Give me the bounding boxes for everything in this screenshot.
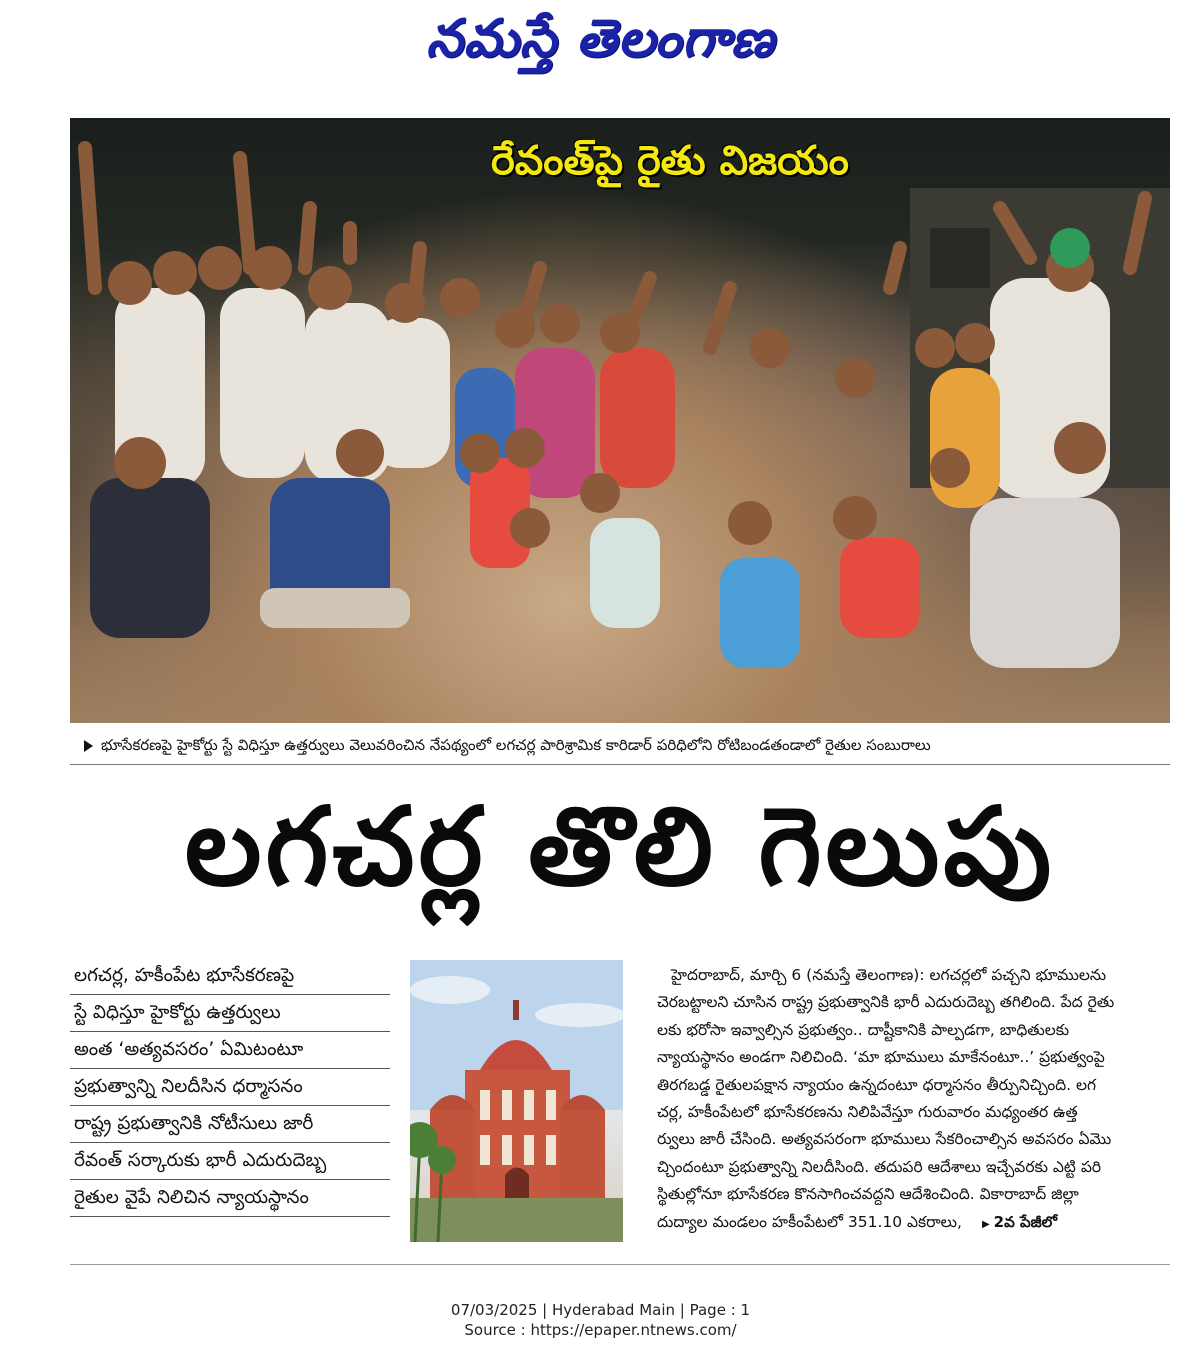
subhead-item: లగచర్ల, హకీంపేట భూసేకరణపై — [70, 958, 390, 995]
caption-divider — [70, 764, 1170, 765]
headline-text: లగచర్ల తొలి గెలుపు — [184, 785, 1056, 910]
front-page-photo — [70, 118, 1170, 723]
article-line: తిరగబడ్డ రైతులపక్షాన న్యాయం ఉన్నదంటూ ధర్మాసనం తీర్పునిచ్చింది. లగ — [657, 1075, 1097, 1094]
masthead — [0, 8, 1201, 78]
high-court-photo — [410, 960, 623, 1242]
article-line: స్థితుల్లోనూ భూసేకరణ కొనసాగించవద్దని ఆదేశించింది. వికారాబాద్ జిల్లా — [657, 1185, 1079, 1204]
article-line: చర్ల, హకీంపేటలో భూసేకరణను నిలిపివేస్తూ గురువారం మధ్యంతర ఉత్త — [657, 1103, 1078, 1122]
subhead-item: స్టే విధిస్తూ హైకోర్టు ఉత్తర్వులు — [70, 995, 390, 1032]
article-line: చ్చిందంటూ ప్రభుత్వాన్ని నిలదీసింది. తదుపరి ఆదేశాలు ఇచ్చేవరకు ఎట్టి పరి — [657, 1157, 1102, 1176]
article-last-line — [657, 1209, 1177, 1238]
subhead-item: రైతుల వైపే నిలిచిన న్యాయస్థానం — [70, 1180, 390, 1217]
crowd-illustration — [70, 118, 1170, 723]
article-line: న్యాయస్థానం అండగా నిలిచింది. ‘మా భూములు మాకేనంటూ..’ ప్రభుత్వంపై — [657, 1048, 1105, 1067]
subhead-item: అంత ‘అత్యవసరం’ ఏమిటంటూ — [70, 1032, 390, 1069]
photo-caption — [70, 736, 1170, 762]
article-line: ర్వులు జారీ చేసింది. అత్యవసరంగా భూములు సేకరించాల్సిన అవసరం ఏమొ — [657, 1130, 1112, 1149]
footer-source[interactable]: Source : https://epaper.ntnews.com/ — [464, 1321, 737, 1339]
subhead-item: రేవంత్ సర్కారుకు భారీ ఎదురుదెబ్బ — [70, 1143, 390, 1180]
bottom-divider — [70, 1264, 1170, 1265]
photo-caption-text: భూసేకరణపై హైకోర్టు స్టే విధిస్తూ ఉత్తర్వులు వెలువరించిన నేపథ్యంలో లగచర్ల పారిశ్రామిక కారిడార్ పరిధిలోని రోటిబండతండాలో రైతుల సంబురాలు — [101, 736, 931, 754]
footer-date-edition: 07/03/2025 | Hyderabad Main | Page : 1 — [450, 1301, 751, 1319]
photo-banner-text: రేవంత్‌పై రైతు విజయం — [491, 138, 849, 184]
headline — [60, 785, 1180, 935]
newspaper-title: నమస్తే తెలంగాణ — [426, 8, 775, 69]
subhead-item: ప్రభుత్వాన్ని నిలదీసిన ధర్మాసనం — [70, 1069, 390, 1106]
subheads-list — [70, 958, 390, 1217]
article-line: దుద్యాల మండలం హకీంపేటలో 351.10 ఎకరాలు, — [657, 1212, 962, 1231]
caption-marker-icon — [84, 740, 93, 752]
subhead-item: రాష్ట్ర ప్రభుత్వానికి నోటీసులు జారీ — [70, 1106, 390, 1143]
continued-link[interactable]: ▶ 2వ పేజీలో — [982, 1213, 1057, 1231]
article-line: లకు భరోసా ఇవ్వాల్సిన ప్రభుత్వం.. దాష్టీకానికి పాల్పడగా, బాధితులకు — [657, 1020, 1070, 1039]
article-line: హైదరాబాద్, మార్చి 6 (నమస్తే తెలంగాణ): లగచర్లలో పచ్చని భూములను — [671, 966, 1107, 984]
photo-banner — [450, 138, 890, 198]
high-court-illustration — [410, 960, 623, 1242]
page-footer — [0, 1300, 1201, 1340]
article-line: చెరబట్టాలని చూసిన రాష్ట్ర ప్రభుత్వానికి భారీ ఎదురుదెబ్బ తగిలింది. పేద రైతు — [657, 993, 1115, 1012]
article-body — [657, 962, 1177, 1238]
